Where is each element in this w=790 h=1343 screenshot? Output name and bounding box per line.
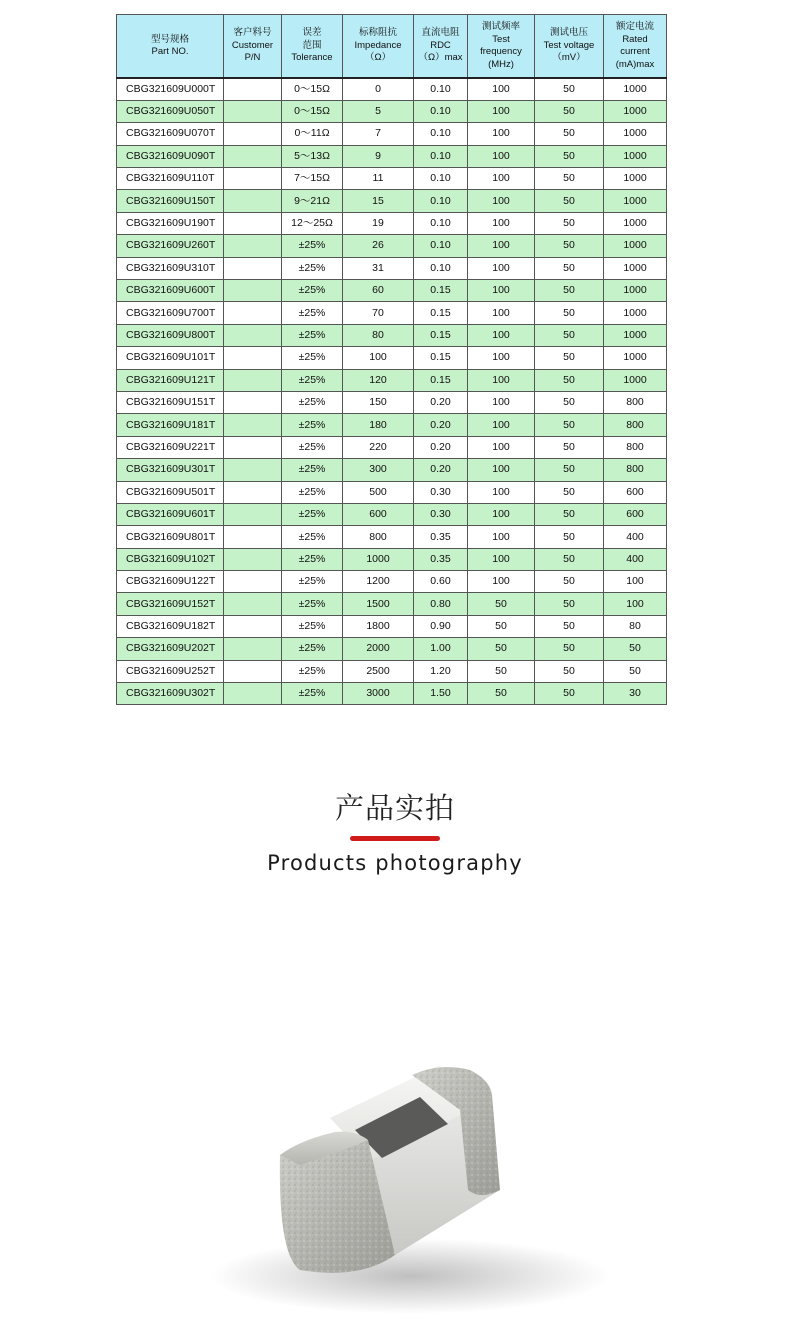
cell-customer bbox=[224, 78, 282, 100]
cell-rdc: 0.20 bbox=[414, 414, 468, 436]
cell-tolerance: ±25% bbox=[282, 638, 343, 660]
cell-part: CBG321609U501T bbox=[117, 481, 224, 503]
cell-current: 800 bbox=[604, 436, 667, 458]
cell-rdc: 0.15 bbox=[414, 369, 468, 391]
header-en-label: (MHz) bbox=[488, 58, 514, 70]
cell-tolerance: ±25% bbox=[282, 347, 343, 369]
cell-impedance: 1200 bbox=[343, 571, 414, 593]
header-zh-label: 额定电流 bbox=[615, 21, 654, 32]
table-row bbox=[117, 683, 667, 705]
table-row bbox=[117, 100, 667, 122]
cell-rdc: 1.50 bbox=[414, 683, 468, 705]
cell-freq: 100 bbox=[468, 391, 535, 413]
cell-tolerance: ±25% bbox=[282, 302, 343, 324]
cell-current: 1000 bbox=[604, 347, 667, 369]
cell-current: 600 bbox=[604, 503, 667, 525]
cell-tolerance: ±25% bbox=[282, 369, 343, 391]
cell-voltage: 50 bbox=[535, 78, 604, 100]
cell-voltage: 50 bbox=[535, 548, 604, 570]
cell-rdc: 0.35 bbox=[414, 548, 468, 570]
cell-freq: 100 bbox=[468, 369, 535, 391]
cell-rdc: 0.15 bbox=[414, 280, 468, 302]
cell-voltage: 50 bbox=[535, 257, 604, 279]
cell-rdc: 0.20 bbox=[414, 459, 468, 481]
table-row bbox=[117, 212, 667, 234]
cell-freq: 100 bbox=[468, 302, 535, 324]
cell-rdc: 0.10 bbox=[414, 235, 468, 257]
cell-rdc: 0.10 bbox=[414, 100, 468, 122]
cell-rdc: 0.10 bbox=[414, 257, 468, 279]
cell-current: 1000 bbox=[604, 190, 667, 212]
cell-current: 100 bbox=[604, 571, 667, 593]
cell-freq: 100 bbox=[468, 78, 535, 100]
cell-freq: 100 bbox=[468, 123, 535, 145]
header-zh-label: 直流电阻 bbox=[421, 27, 460, 39]
header-impedance bbox=[343, 15, 414, 79]
cell-voltage: 50 bbox=[535, 503, 604, 525]
cell-impedance: 60 bbox=[343, 280, 414, 302]
cell-voltage: 50 bbox=[535, 280, 604, 302]
cell-impedance: 15 bbox=[343, 190, 414, 212]
header-en-label: RDC bbox=[430, 39, 451, 51]
cell-rdc: 1.00 bbox=[414, 638, 468, 660]
cell-freq: 100 bbox=[468, 503, 535, 525]
cell-tolerance: ±25% bbox=[282, 526, 343, 548]
cell-voltage: 50 bbox=[535, 571, 604, 593]
cell-part: CBG321609U050T bbox=[117, 100, 224, 122]
cell-impedance: 0 bbox=[343, 78, 414, 100]
cell-impedance: 3000 bbox=[343, 683, 414, 705]
cell-customer bbox=[224, 615, 282, 637]
table-row bbox=[117, 414, 667, 436]
cell-part: CBG321609U301T bbox=[117, 459, 224, 481]
cell-voltage: 50 bbox=[535, 391, 604, 413]
spec-table bbox=[116, 14, 667, 705]
cell-rdc: 0.20 bbox=[414, 391, 468, 413]
table-row bbox=[117, 347, 667, 369]
cell-tolerance: 0～11Ω bbox=[282, 123, 343, 145]
cell-voltage: 50 bbox=[535, 369, 604, 391]
cell-tolerance: ±25% bbox=[282, 593, 343, 615]
cell-freq: 100 bbox=[468, 100, 535, 122]
cell-customer bbox=[224, 168, 282, 190]
table-body bbox=[117, 78, 667, 705]
cell-part: CBG321609U260T bbox=[117, 235, 224, 257]
cell-freq: 100 bbox=[468, 548, 535, 570]
cell-customer bbox=[224, 190, 282, 212]
cell-current: 50 bbox=[604, 660, 667, 682]
cell-part: CBG321609U121T bbox=[117, 369, 224, 391]
cell-impedance: 1500 bbox=[343, 593, 414, 615]
cell-customer bbox=[224, 369, 282, 391]
cell-tolerance: ±25% bbox=[282, 459, 343, 481]
cell-current: 400 bbox=[604, 548, 667, 570]
cell-tolerance: ±25% bbox=[282, 615, 343, 637]
header-en-label: P/N bbox=[244, 52, 261, 64]
cell-freq: 100 bbox=[468, 168, 535, 190]
cell-rdc: 0.15 bbox=[414, 324, 468, 346]
header-zh-label: 测试频率 bbox=[481, 21, 520, 32]
cell-customer bbox=[224, 212, 282, 234]
cell-voltage: 50 bbox=[535, 100, 604, 122]
table-row bbox=[117, 481, 667, 503]
cell-impedance: 5 bbox=[343, 100, 414, 122]
cell-part: CBG321609U221T bbox=[117, 436, 224, 458]
cell-customer bbox=[224, 100, 282, 122]
header-en-label: Customer bbox=[231, 39, 274, 51]
cell-voltage: 50 bbox=[535, 638, 604, 660]
cell-freq: 100 bbox=[468, 436, 535, 458]
cell-customer bbox=[224, 526, 282, 548]
table-row bbox=[117, 78, 667, 100]
cell-impedance: 80 bbox=[343, 324, 414, 346]
cell-rdc: 0.80 bbox=[414, 593, 468, 615]
cell-customer bbox=[224, 414, 282, 436]
cell-customer bbox=[224, 123, 282, 145]
cell-current: 800 bbox=[604, 459, 667, 481]
cell-freq: 100 bbox=[468, 145, 535, 167]
cell-part: CBG321609U150T bbox=[117, 190, 224, 212]
cell-tolerance: ±25% bbox=[282, 503, 343, 525]
cell-freq: 100 bbox=[468, 571, 535, 593]
cell-customer bbox=[224, 391, 282, 413]
cell-tolerance: 12～25Ω bbox=[282, 212, 343, 234]
cell-freq: 100 bbox=[468, 459, 535, 481]
cell-tolerance: 9～21Ω bbox=[282, 190, 343, 212]
table-row bbox=[117, 571, 667, 593]
header-en-label: current bbox=[620, 46, 650, 57]
cell-customer bbox=[224, 302, 282, 324]
cell-rdc: 0.30 bbox=[414, 503, 468, 525]
cell-impedance: 70 bbox=[343, 302, 414, 324]
cell-voltage: 50 bbox=[535, 347, 604, 369]
cell-tolerance: 0～15Ω bbox=[282, 100, 343, 122]
cell-impedance: 180 bbox=[343, 414, 414, 436]
cell-rdc: 0.20 bbox=[414, 436, 468, 458]
cell-customer bbox=[224, 145, 282, 167]
cell-freq: 100 bbox=[468, 257, 535, 279]
cell-rdc: 0.10 bbox=[414, 212, 468, 234]
cell-part: CBG321609U252T bbox=[117, 660, 224, 682]
header-en-label: （Ω）max bbox=[418, 52, 463, 64]
cell-current: 1000 bbox=[604, 100, 667, 122]
cell-tolerance: ±25% bbox=[282, 436, 343, 458]
table-row bbox=[117, 638, 667, 660]
cell-current: 800 bbox=[604, 414, 667, 436]
cell-impedance: 800 bbox=[343, 526, 414, 548]
cell-voltage: 50 bbox=[535, 660, 604, 682]
cell-rdc: 0.15 bbox=[414, 302, 468, 324]
cell-impedance: 100 bbox=[343, 347, 414, 369]
header-test-voltage bbox=[535, 15, 604, 79]
cell-tolerance: ±25% bbox=[282, 414, 343, 436]
cell-current: 1000 bbox=[604, 280, 667, 302]
table-row bbox=[117, 526, 667, 548]
header-en-label: 范围 bbox=[302, 39, 322, 51]
cell-current: 1000 bbox=[604, 78, 667, 100]
header-en-label: （Ω） bbox=[364, 52, 392, 64]
cell-part: CBG321609U202T bbox=[117, 638, 224, 660]
cell-impedance: 7 bbox=[343, 123, 414, 145]
header-zh-label: 误差 bbox=[302, 27, 322, 39]
cell-freq: 100 bbox=[468, 347, 535, 369]
cell-tolerance: ±25% bbox=[282, 280, 343, 302]
cell-current: 50 bbox=[604, 638, 667, 660]
cell-current: 1000 bbox=[604, 324, 667, 346]
cell-current: 600 bbox=[604, 481, 667, 503]
table-row bbox=[117, 503, 667, 525]
cell-current: 30 bbox=[604, 683, 667, 705]
header-zh-label: 标称阻抗 bbox=[358, 27, 397, 39]
cell-current: 100 bbox=[604, 593, 667, 615]
cell-part: CBG321609U302T bbox=[117, 683, 224, 705]
cell-customer bbox=[224, 503, 282, 525]
cell-customer bbox=[224, 257, 282, 279]
cell-customer bbox=[224, 593, 282, 615]
cell-current: 80 bbox=[604, 615, 667, 637]
cell-freq: 50 bbox=[468, 615, 535, 637]
cell-part: CBG321609U310T bbox=[117, 257, 224, 279]
cell-tolerance: ±25% bbox=[282, 571, 343, 593]
cell-voltage: 50 bbox=[535, 168, 604, 190]
cell-tolerance: ±25% bbox=[282, 548, 343, 570]
cell-part: CBG321609U070T bbox=[117, 123, 224, 145]
header-test-frequency bbox=[468, 15, 535, 79]
cell-impedance: 300 bbox=[343, 459, 414, 481]
cell-customer bbox=[224, 660, 282, 682]
cell-customer bbox=[224, 638, 282, 660]
cell-current: 1000 bbox=[604, 257, 667, 279]
header-zh-label: 测试电压 bbox=[549, 27, 588, 39]
cell-freq: 100 bbox=[468, 190, 535, 212]
cell-tolerance: ±25% bbox=[282, 481, 343, 503]
section-title: 产品实拍 bbox=[334, 791, 455, 825]
cell-rdc: 0.10 bbox=[414, 78, 468, 100]
table-row bbox=[117, 324, 667, 346]
cell-customer bbox=[224, 436, 282, 458]
cell-tolerance: ±25% bbox=[282, 391, 343, 413]
chip-ferrite-bead-image bbox=[0, 1040, 790, 1340]
cell-voltage: 50 bbox=[535, 414, 604, 436]
cell-part: CBG321609U182T bbox=[117, 615, 224, 637]
cell-impedance: 11 bbox=[343, 168, 414, 190]
cell-voltage: 50 bbox=[535, 145, 604, 167]
cell-impedance: 2000 bbox=[343, 638, 414, 660]
header-en-label: Test voltage bbox=[543, 39, 595, 51]
cell-rdc: 0.10 bbox=[414, 190, 468, 212]
cell-part: CBG321609U190T bbox=[117, 212, 224, 234]
cell-tolerance: 5～13Ω bbox=[282, 145, 343, 167]
cell-part: CBG321609U101T bbox=[117, 347, 224, 369]
cell-current: 1000 bbox=[604, 168, 667, 190]
cell-customer bbox=[224, 571, 282, 593]
cell-part: CBG321609U181T bbox=[117, 414, 224, 436]
cell-part: CBG321609U000T bbox=[117, 78, 224, 100]
cell-rdc: 0.30 bbox=[414, 481, 468, 503]
cell-customer bbox=[224, 235, 282, 257]
cell-part: CBG321609U800T bbox=[117, 324, 224, 346]
cell-current: 1000 bbox=[604, 145, 667, 167]
cell-rdc: 0.10 bbox=[414, 168, 468, 190]
header-en-label: Part NO. bbox=[151, 46, 189, 57]
table-row bbox=[117, 168, 667, 190]
header-rated-current bbox=[604, 15, 667, 79]
cell-tolerance: 7～15Ω bbox=[282, 168, 343, 190]
header-zh-label: 型号规格 bbox=[150, 33, 189, 45]
cell-part: CBG321609U700T bbox=[117, 302, 224, 324]
cell-impedance: 220 bbox=[343, 436, 414, 458]
cell-part: CBG321609U151T bbox=[117, 391, 224, 413]
cell-rdc: 0.10 bbox=[414, 145, 468, 167]
cell-part: CBG321609U102T bbox=[117, 548, 224, 570]
header-tolerance bbox=[282, 15, 343, 79]
cell-impedance: 500 bbox=[343, 481, 414, 503]
cell-voltage: 50 bbox=[535, 436, 604, 458]
cell-tolerance: ±25% bbox=[282, 235, 343, 257]
cell-customer bbox=[224, 683, 282, 705]
cell-voltage: 50 bbox=[535, 235, 604, 257]
table-row bbox=[117, 123, 667, 145]
cell-customer bbox=[224, 481, 282, 503]
cell-impedance: 19 bbox=[343, 212, 414, 234]
cell-voltage: 50 bbox=[535, 190, 604, 212]
cell-current: 1000 bbox=[604, 235, 667, 257]
cell-voltage: 50 bbox=[535, 123, 604, 145]
table-row bbox=[117, 391, 667, 413]
cell-tolerance: ±25% bbox=[282, 257, 343, 279]
cell-part: CBG321609U122T bbox=[117, 571, 224, 593]
cell-part: CBG321609U601T bbox=[117, 503, 224, 525]
cell-current: 1000 bbox=[604, 369, 667, 391]
cell-impedance: 120 bbox=[343, 369, 414, 391]
header-rdc bbox=[414, 15, 468, 79]
cell-tolerance: ±25% bbox=[282, 683, 343, 705]
cell-voltage: 50 bbox=[535, 615, 604, 637]
table-row bbox=[117, 190, 667, 212]
cell-impedance: 600 bbox=[343, 503, 414, 525]
cell-freq: 50 bbox=[468, 683, 535, 705]
cell-current: 1000 bbox=[604, 123, 667, 145]
cell-voltage: 50 bbox=[535, 212, 604, 234]
cell-impedance: 150 bbox=[343, 391, 414, 413]
table-row bbox=[117, 257, 667, 279]
cell-freq: 100 bbox=[468, 280, 535, 302]
cell-current: 800 bbox=[604, 391, 667, 413]
cell-impedance: 9 bbox=[343, 145, 414, 167]
cell-impedance: 1000 bbox=[343, 548, 414, 570]
header-zh-label: 客户料号 bbox=[233, 27, 272, 39]
cell-customer bbox=[224, 347, 282, 369]
header-en-label: frequency bbox=[480, 46, 522, 57]
header-en-label: Tolerance bbox=[291, 52, 333, 64]
cell-part: CBG321609U152T bbox=[117, 593, 224, 615]
cell-impedance: 26 bbox=[343, 235, 414, 257]
cell-voltage: 50 bbox=[535, 593, 604, 615]
cell-customer bbox=[224, 459, 282, 481]
cell-part: CBG321609U090T bbox=[117, 145, 224, 167]
header-customer-pn bbox=[224, 15, 282, 79]
header-en-label: (mA)max bbox=[615, 58, 655, 70]
cell-impedance: 31 bbox=[343, 257, 414, 279]
header-en-label: Impedance bbox=[354, 39, 402, 51]
cell-freq: 100 bbox=[468, 481, 535, 503]
cell-freq: 100 bbox=[468, 212, 535, 234]
cell-freq: 100 bbox=[468, 526, 535, 548]
cell-freq: 50 bbox=[468, 638, 535, 660]
cell-customer bbox=[224, 548, 282, 570]
cell-freq: 100 bbox=[468, 324, 535, 346]
table-row bbox=[117, 235, 667, 257]
title-underline bbox=[350, 836, 440, 841]
cell-freq: 50 bbox=[468, 660, 535, 682]
table-row bbox=[117, 615, 667, 637]
table-row bbox=[117, 459, 667, 481]
cell-customer bbox=[224, 324, 282, 346]
cell-voltage: 50 bbox=[535, 324, 604, 346]
cell-part: CBG321609U801T bbox=[117, 526, 224, 548]
table-header bbox=[117, 15, 667, 79]
header-part-no bbox=[117, 15, 224, 79]
cell-current: 400 bbox=[604, 526, 667, 548]
table-row bbox=[117, 369, 667, 391]
section-subtitle: Products photography bbox=[267, 851, 523, 875]
table-row bbox=[117, 280, 667, 302]
cell-current: 1000 bbox=[604, 212, 667, 234]
table-row bbox=[117, 436, 667, 458]
header-en-label: （mV） bbox=[552, 52, 586, 64]
cell-voltage: 50 bbox=[535, 526, 604, 548]
header-en-label: Rated bbox=[622, 33, 648, 45]
cell-rdc: 0.10 bbox=[414, 123, 468, 145]
cell-rdc: 0.90 bbox=[414, 615, 468, 637]
cell-rdc: 0.35 bbox=[414, 526, 468, 548]
cell-current: 1000 bbox=[604, 302, 667, 324]
cell-tolerance: 0～15Ω bbox=[282, 78, 343, 100]
cell-customer bbox=[224, 280, 282, 302]
cell-part: CBG321609U110T bbox=[117, 168, 224, 190]
cell-rdc: 0.60 bbox=[414, 571, 468, 593]
cell-tolerance: ±25% bbox=[282, 660, 343, 682]
cell-freq: 100 bbox=[468, 414, 535, 436]
table-row bbox=[117, 145, 667, 167]
table-row bbox=[117, 660, 667, 682]
cell-voltage: 50 bbox=[535, 481, 604, 503]
cell-tolerance: ±25% bbox=[282, 324, 343, 346]
cell-freq: 100 bbox=[468, 235, 535, 257]
cell-rdc: 0.15 bbox=[414, 347, 468, 369]
table-row bbox=[117, 548, 667, 570]
cell-voltage: 50 bbox=[535, 683, 604, 705]
header-en-label: Test bbox=[492, 33, 510, 45]
cell-voltage: 50 bbox=[535, 459, 604, 481]
cell-freq: 50 bbox=[468, 593, 535, 615]
table-row bbox=[117, 302, 667, 324]
cell-impedance: 2500 bbox=[343, 660, 414, 682]
cell-part: CBG321609U600T bbox=[117, 280, 224, 302]
cell-impedance: 1800 bbox=[343, 615, 414, 637]
table-row bbox=[117, 593, 667, 615]
cell-rdc: 1.20 bbox=[414, 660, 468, 682]
cell-voltage: 50 bbox=[535, 302, 604, 324]
